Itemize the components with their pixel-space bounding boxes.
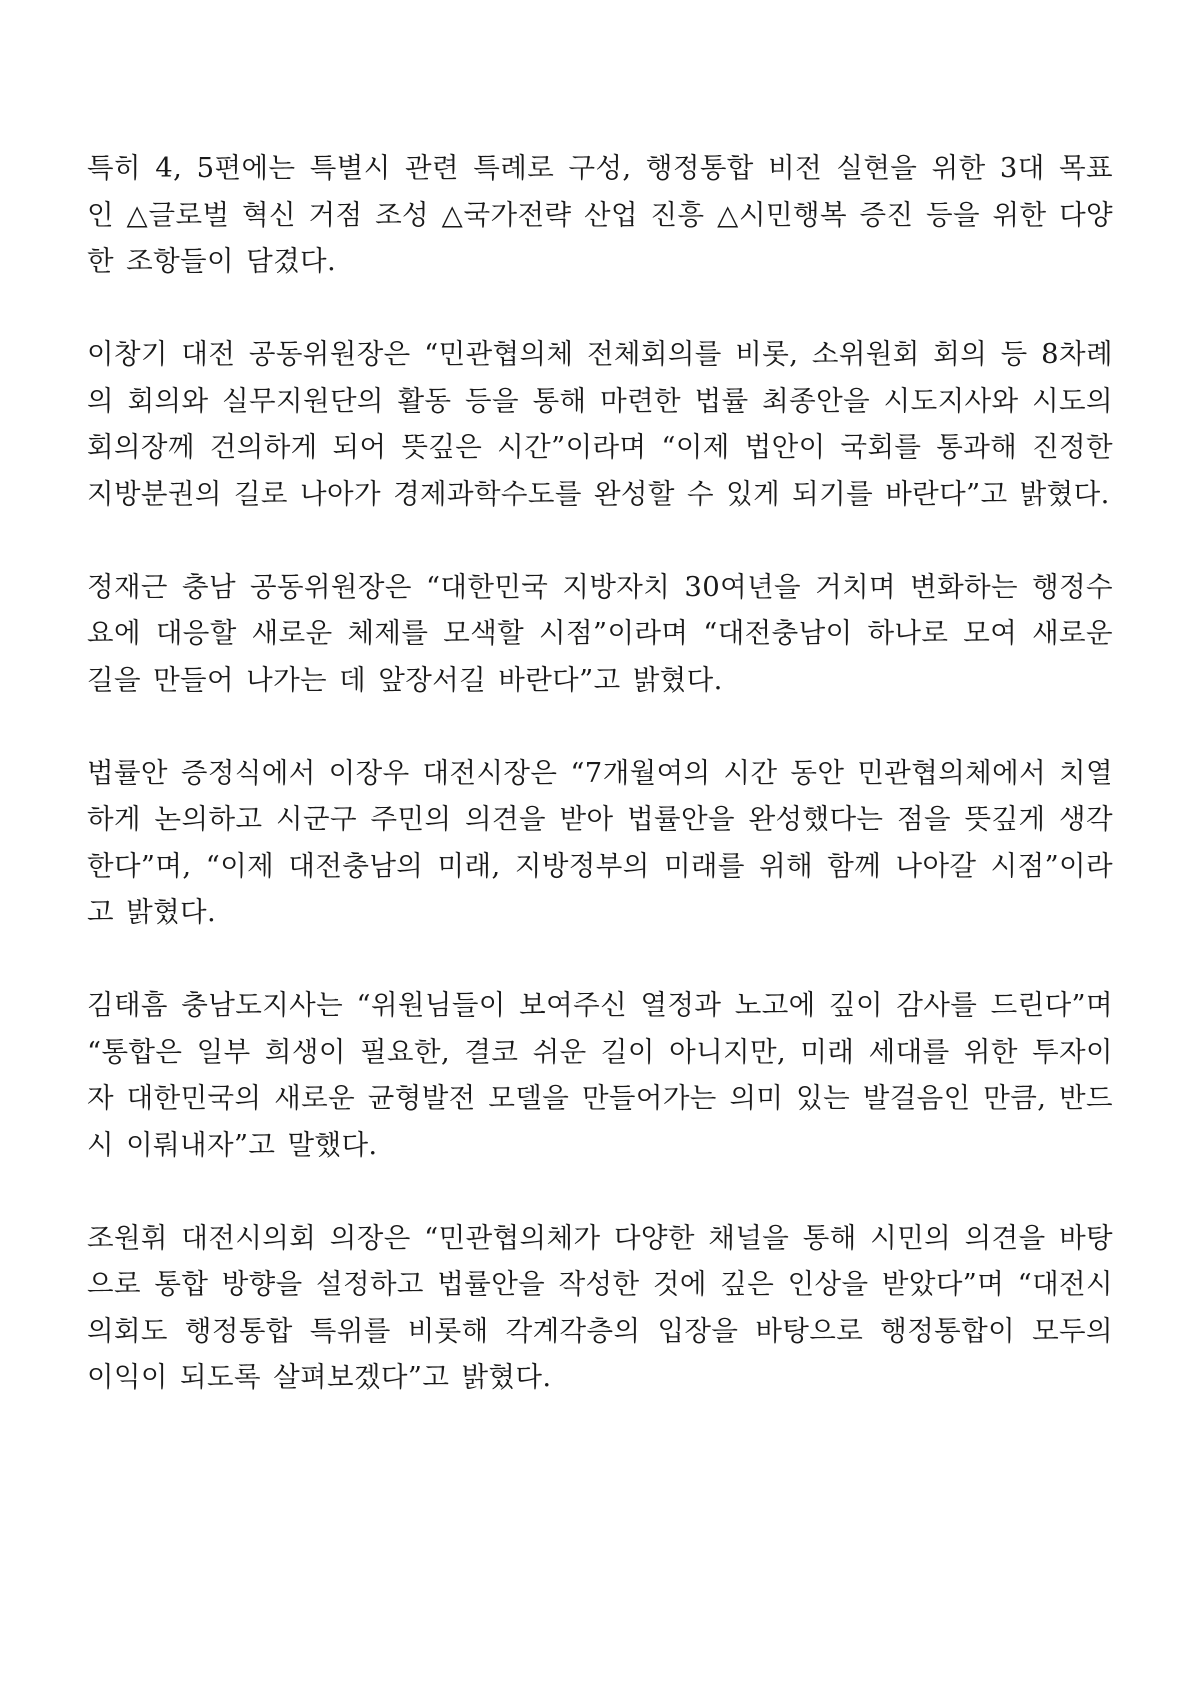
paragraph-kim-taeheum-quote: 김태흠 충남도지사는 “위원님들이 보여주신 열정과 노고에 깊이 감사를 드린다”며 “통합은 일부 희생이 필요한, 결코 쉬운 길이 아니지만, 미래 세대를 위한 투자이자 대한민국의 새로운 균형발전 모델을 만들어가는 의미 있는 발걸음인 만큼, 반드시 이뤄내자”고 말했다. bbox=[87, 989, 1113, 1161]
paragraph-jung-jaegeun-quote: 정재근 충남 공동위원장은 “대한민국 지방자치 30여년을 거치며 변화하는 행정수요에 대응할 새로운 체제를 모색할 시점”이라며 “대전충남이 하나로 모여 새로운 길을 만들어 나가는 데 앞장서길 바란다”고 밝혔다. bbox=[87, 570, 1113, 696]
body-text bbox=[87, 145, 1113, 1401]
paragraph-lee-changgi-quote: 이창기 대전 공동위원장은 “민관협의체 전체회의를 비롯, 소위원회 회의 등 8차례의 회의와 실무지원단의 활동 등을 통해 마련한 법률 최종안을 시도지사와 시도의회의장께 건의하게 되어 뜻깊은 시간”이라며 “이제 법안이 국회를 통과해 진정한 지방분권의 길로 나아가 경제과학수도를 완성할 수 있게 되기를 바란다”고 밝혔다. bbox=[87, 338, 1113, 510]
paragraph-lee-jangwoo-quote: 법률안 증정식에서 이장우 대전시장은 “7개월여의 시간 동안 민관협의체에서 치열하게 논의하고 시군구 주민의 의견을 받아 법률안을 완성했다는 점을 뜻깊게 생각한다”며, “이제 대전충남의 미래, 지방정부의 미래를 위해 함께 나아갈 시점”이라고 밝혔다. bbox=[87, 756, 1113, 928]
paragraph-cho-wonhwi-quote: 조원휘 대전시의회 의장은 “민관협의체가 다양한 채널을 통해 시민의 의견을 바탕으로 통합 방향을 설정하고 법률안을 작성한 것에 깊은 인상을 받았다”며 “대전시의회도 행정통합 특위를 비롯해 각계각층의 입장을 바탕으로 행정통합이 모두의 이익이 되도록 살펴보겠다”고 밝혔다. bbox=[87, 1221, 1113, 1393]
paragraph-special-provisions: 특히 4, 5편에는 특별시 관련 특례로 구성, 행정통합 비전 실현을 위한 3대 목표인 △글로벌 혁신 거점 조성 △국가전략 산업 진흥 △시민행복 증진 등을 위한 다양한 조항들이 담겼다. bbox=[87, 152, 1113, 277]
